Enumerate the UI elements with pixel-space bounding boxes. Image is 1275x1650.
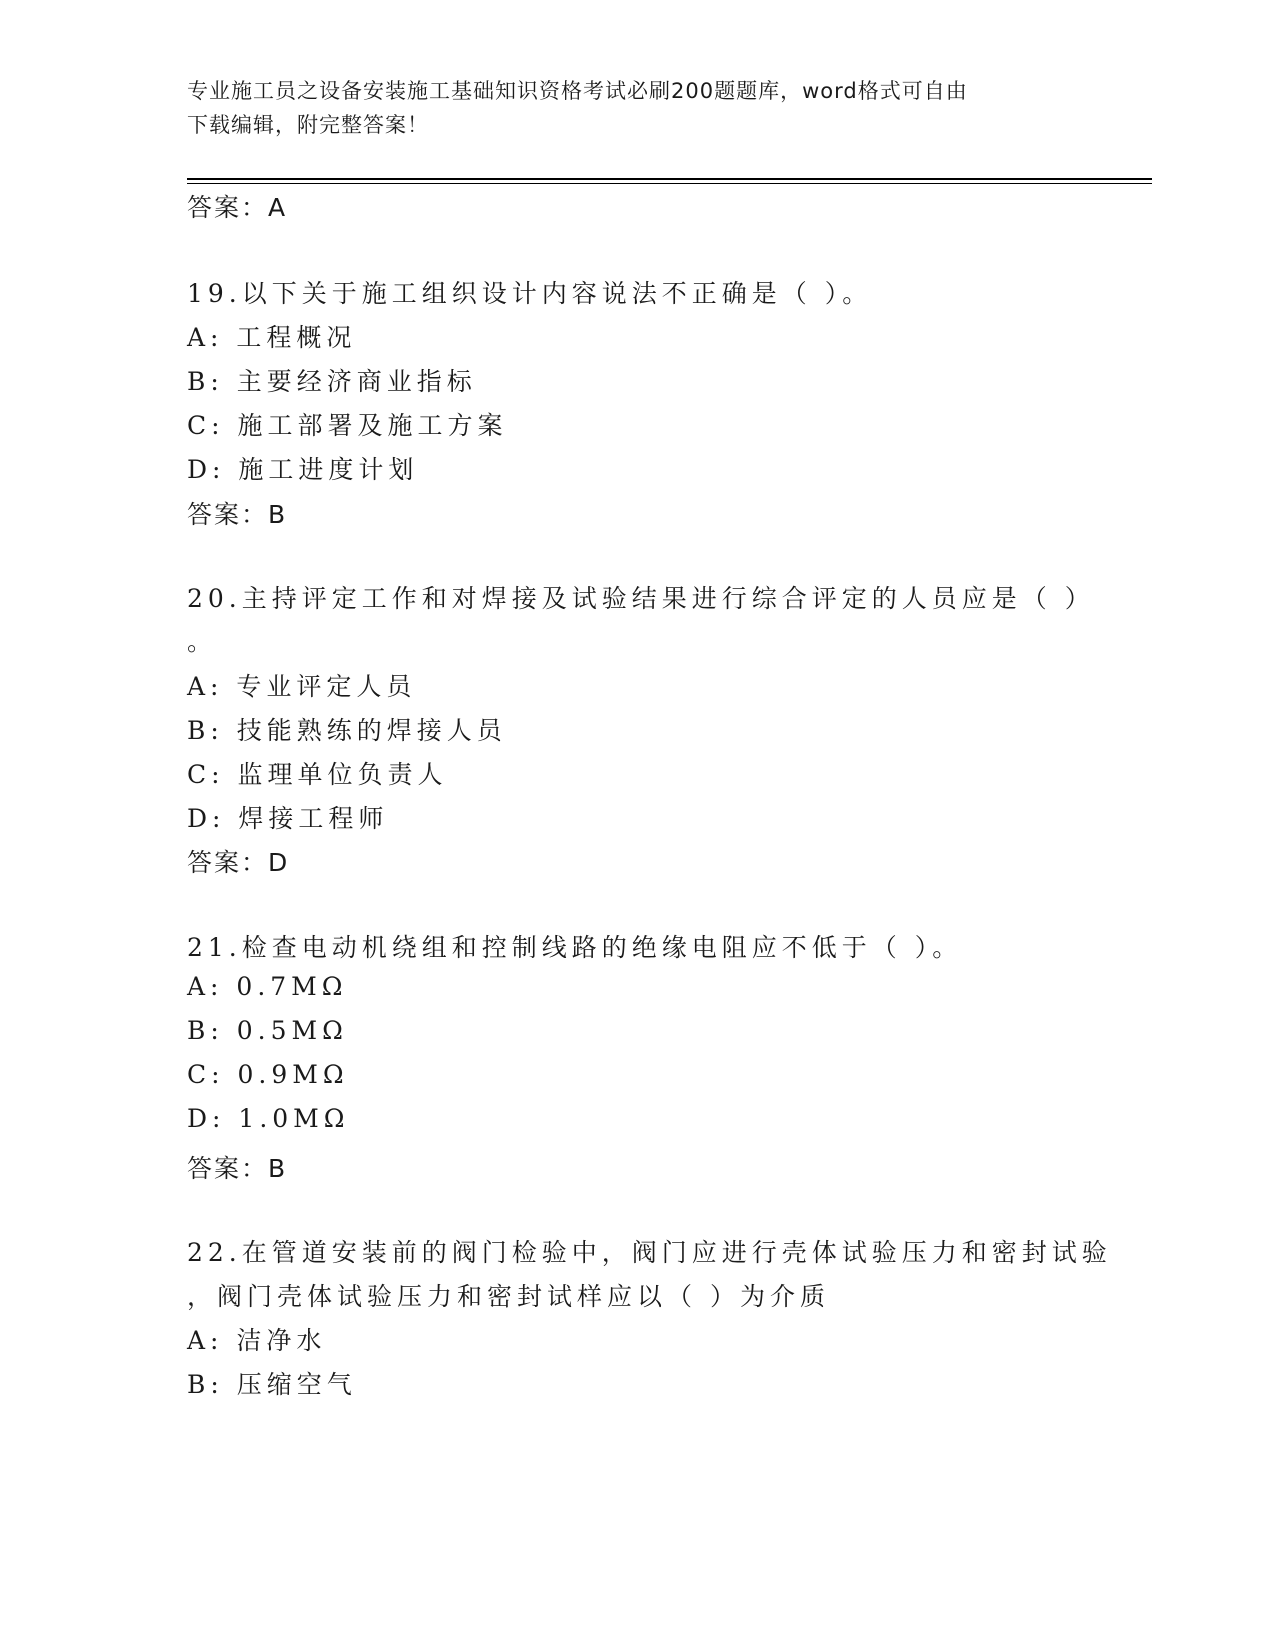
question-21-stem: 21.检查电动机绕组和控制线路的绝缘电阻应不低于（ ）。: [187, 933, 963, 962]
question-21-option-d: D: 1.0MΩ: [187, 1104, 350, 1133]
question-20-option-d: D: 焊接工程师: [187, 804, 389, 833]
question-19-stem: 19.以下关于施工组织设计内容说法不正确是（ ）。: [187, 279, 873, 308]
question-19-option-d: D: 施工进度计划: [187, 455, 419, 484]
question-19-option-a: A: 工程概况: [187, 323, 357, 352]
question-22-option-a: A: 洁净水: [187, 1326, 327, 1355]
header-rule-thin: [187, 183, 1152, 184]
question-22-option-b: B: 压缩空气: [187, 1370, 357, 1399]
question-20-option-a: A: 专业评定人员: [187, 672, 417, 701]
question-22-stem: 22.在管道安装前的阀门检验中，阀门应进行壳体试验压力和密封试验: [187, 1238, 1112, 1267]
document-header: [187, 74, 1087, 142]
answer-21: 答案：B: [187, 1154, 288, 1183]
header-line-2: 下载编辑，附完整答案！: [187, 113, 429, 137]
question-21-option-b: B: 0.5MΩ: [187, 1016, 348, 1045]
answer-20: 答案：D: [187, 848, 290, 877]
question-20-option-b: B: 技能熟练的焊接人员: [187, 716, 507, 745]
question-20-stem: 20.主持评定工作和对焊接及试验结果进行综合评定的人员应是（ ）: [187, 584, 1095, 613]
question-20-option-c: C: 监理单位负责人: [187, 760, 448, 789]
question-22-stem-cont: ，阀门壳体试验压力和密封试样应以（ ）为介质: [187, 1282, 830, 1311]
answer-19: 答案：B: [187, 500, 288, 529]
question-21-option-a: A: 0.7MΩ: [187, 972, 348, 1001]
header-line-1: 专业施工员之设备安装施工基础知识资格考试必刷200题题库，word格式可自由: [187, 79, 968, 103]
question-19-option-c: C: 施工部署及施工方案: [187, 411, 508, 440]
answer-18: 答案：A: [187, 193, 288, 222]
question-20-stem-cont: 。: [187, 627, 218, 656]
header-rule-thick: [187, 178, 1152, 180]
question-19-option-b: B: 主要经济商业指标: [187, 367, 477, 396]
question-21-option-c: C: 0.9MΩ: [187, 1060, 349, 1089]
